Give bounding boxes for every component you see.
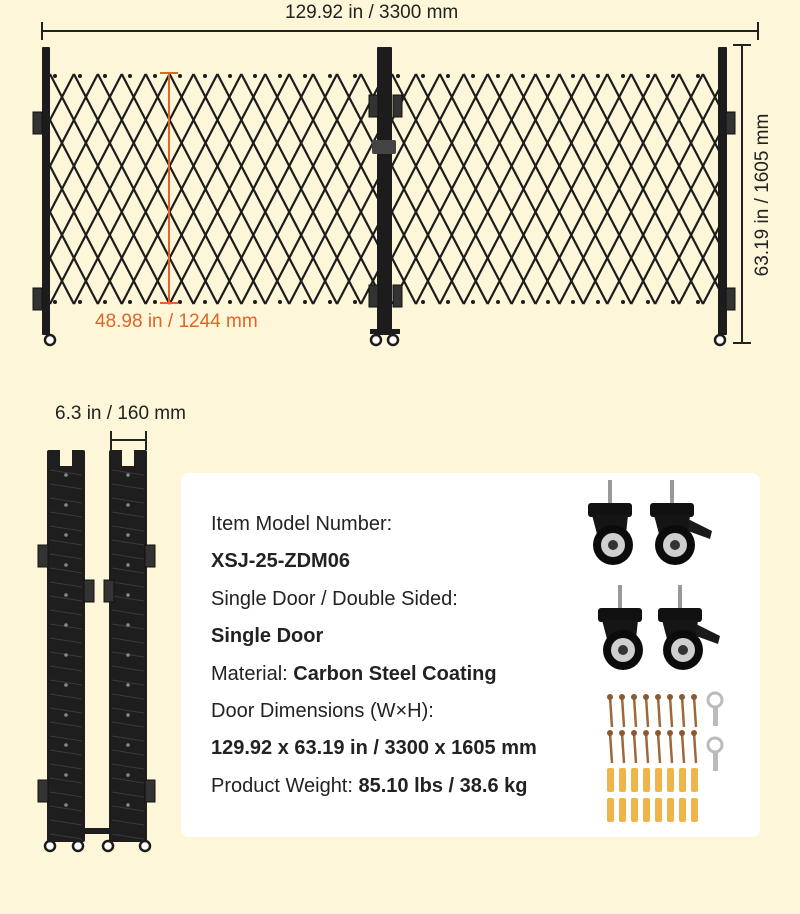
retracted-height-label: 48.98 in / 1244 mm xyxy=(95,311,258,332)
dimensions-value: 129.92 x 63.19 in / 3300 x 1605 mm xyxy=(211,737,537,759)
model-value: XSJ-25-ZDM06 xyxy=(211,550,350,572)
weight-row: Product Weight: 85.10 lbs / 38.6 kg xyxy=(211,775,528,797)
width-dimension-label: 129.92 in / 3300 mm xyxy=(285,2,459,23)
folded-depth-label: 6.3 in / 160 mm xyxy=(55,403,186,424)
model-label: Item Model Number: xyxy=(211,513,393,535)
material-row: Material: Carbon Steel Coating xyxy=(211,663,497,685)
door-type-value: Single Door xyxy=(211,625,324,647)
dimensions-label: Door Dimensions (W×H): xyxy=(211,700,434,722)
door-type-label: Single Door / Double Sided: xyxy=(211,588,458,610)
height-dimension-label: 63.19 in / 1605 mm xyxy=(752,113,773,277)
